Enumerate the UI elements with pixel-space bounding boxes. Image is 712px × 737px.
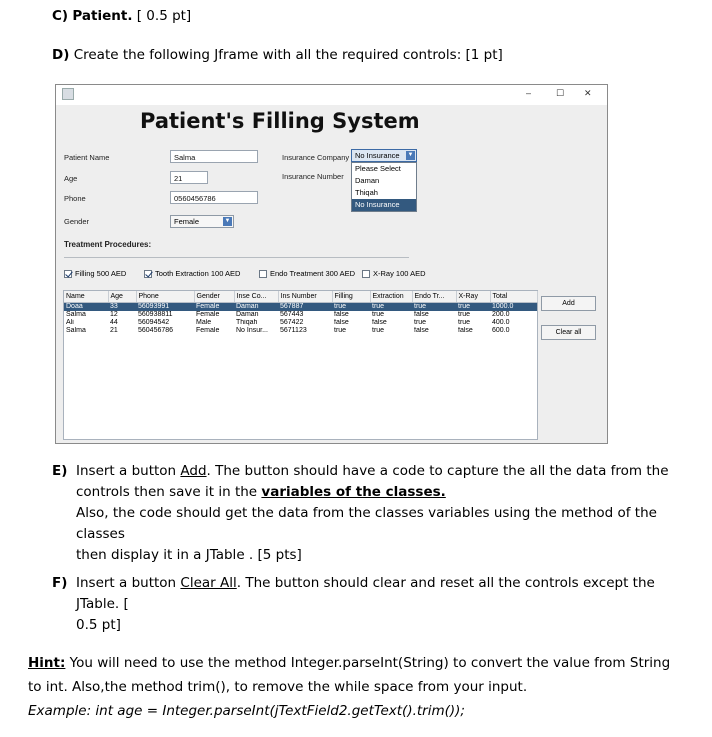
section-f-text: 0.5 pt] xyxy=(76,617,121,633)
age-label: Age xyxy=(64,174,78,183)
section-e-text: . The button should have a code to capture the all the data from the xyxy=(206,463,669,479)
checkbox-checked-icon xyxy=(64,270,72,278)
table-cell: 56094542 xyxy=(138,319,170,326)
table-cell: 56093991 xyxy=(136,303,194,312)
clear-all-button[interactable]: Clear all xyxy=(541,325,596,340)
hint-text: You will need to use the method Integer.parseInt(String) to convert the value from String xyxy=(65,655,671,671)
chevron-down-icon: ▼ xyxy=(224,218,231,224)
column-header[interactable]: Endo Tr... xyxy=(412,291,456,303)
column-header[interactable]: Filling xyxy=(332,291,370,303)
table-cell: 5671123 xyxy=(280,327,307,334)
section-c-name: Patient. xyxy=(72,8,133,24)
table-cell: Salma xyxy=(66,327,86,334)
section-e-letter: E) xyxy=(52,463,68,479)
insurance-option[interactable]: Thiqah xyxy=(355,188,378,197)
patients-table[interactable] xyxy=(63,290,538,440)
insurance-option-selected[interactable]: No Insurance xyxy=(352,199,416,211)
table-cell: 567887 xyxy=(278,303,332,312)
section-d-heading xyxy=(52,45,503,66)
table-cell: true xyxy=(412,303,456,312)
column-header[interactable]: Extraction xyxy=(370,291,412,303)
table-cell: 560456786 xyxy=(138,327,174,334)
table-cell: 567443 xyxy=(280,311,304,318)
add-button[interactable]: Add xyxy=(541,296,596,311)
table-row[interactable] xyxy=(64,319,537,327)
table-cell: Thiqah xyxy=(236,319,258,326)
gender-select-value: Female xyxy=(174,217,200,226)
section-e-text: Insert a button xyxy=(76,463,181,479)
table-cell: Female xyxy=(194,303,234,312)
section-d-text: Create the following Jframe with all the required controls: [1 pt] xyxy=(73,47,503,63)
table-cell: Salma xyxy=(66,311,86,318)
treatment-procedures-heading: Treatment Procedures: xyxy=(64,240,152,249)
column-header[interactable]: Ins Number xyxy=(278,291,332,303)
checkbox-unchecked-icon xyxy=(362,270,370,278)
tooth-extraction-checkbox-label: Tooth Extraction 100 AED xyxy=(155,269,241,278)
chevron-down-icon: ▼ xyxy=(407,152,414,158)
checkbox-checked-icon xyxy=(144,270,152,278)
table-row[interactable] xyxy=(64,327,537,335)
column-header[interactable]: Inse Co... xyxy=(234,291,278,303)
hint-text: to int. Also,the method trim(), to remove the while space from your input. xyxy=(28,679,528,695)
filling-checkbox[interactable] xyxy=(64,269,126,278)
hint-example: Example: int age = Integer.parseInt(jTextField2.getText().trim()); xyxy=(28,703,465,719)
section-e-text: then display it in a JTable . [5 pts] xyxy=(76,547,302,563)
table-cell: 600.0 xyxy=(492,327,510,334)
table-row[interactable] xyxy=(64,303,537,312)
table-cell: false xyxy=(372,319,387,326)
table-cell: false xyxy=(458,327,473,334)
close-icon[interactable]: ✕ xyxy=(584,88,592,98)
table-header-row xyxy=(64,291,537,303)
insurance-company-label: Insurance Company xyxy=(282,153,350,162)
minimize-icon[interactable]: – xyxy=(526,88,532,98)
column-header[interactable]: Total xyxy=(490,291,537,303)
table-cell: true xyxy=(372,327,385,334)
table-cell: 560938811 xyxy=(138,311,173,318)
table-cell: 12 xyxy=(110,311,118,318)
insurance-dropdown-list xyxy=(351,162,417,212)
table-cell: false xyxy=(414,327,429,334)
gender-label: Gender xyxy=(64,217,90,226)
patient-name-input[interactable]: Salma xyxy=(170,150,258,163)
hint-block xyxy=(28,651,708,723)
table-cell: 1000.0 xyxy=(490,303,537,312)
column-header[interactable]: Name xyxy=(64,291,108,303)
checkbox-unchecked-icon xyxy=(259,270,267,278)
table-cell: false xyxy=(414,311,429,318)
table-cell: 44 xyxy=(110,319,118,326)
phone-label: Phone xyxy=(64,194,86,203)
maximize-icon[interactable]: ☐ xyxy=(556,88,565,98)
table-cell: true xyxy=(456,303,490,312)
phone-input[interactable]: 0560456786 xyxy=(170,191,258,204)
table-cell: false xyxy=(334,319,349,326)
insurance-option[interactable]: Daman xyxy=(355,176,380,185)
table-cell: true xyxy=(332,303,370,312)
section-c-heading xyxy=(52,6,191,27)
table-cell: true xyxy=(458,319,471,326)
section-c-letter: C) xyxy=(52,8,69,24)
section-f-text: Insert a button xyxy=(76,575,181,591)
endo-treatment-checkbox-label: Endo Treatment 300 AED xyxy=(270,269,356,278)
xray-checkbox-label: X-Ray 100 AED xyxy=(373,269,426,278)
section-e-add-link: Add xyxy=(180,463,207,479)
column-header[interactable]: Gender xyxy=(194,291,234,303)
section-f-text: . The button should clear and reset all the controls except the JTable. [ xyxy=(76,575,655,612)
java-app-icon xyxy=(62,88,74,100)
filling-checkbox-label: Filling 500 AED xyxy=(75,269,127,278)
table-cell: Doaa xyxy=(64,303,108,312)
section-d-letter: D) xyxy=(52,47,70,63)
frame-title: Patient's Filling System xyxy=(140,109,420,133)
patient-name-label: Patient Name xyxy=(64,153,110,162)
section-e-emphasis: variables of the classes. xyxy=(261,484,446,500)
table-cell: 33 xyxy=(108,303,136,312)
column-header[interactable]: X-Ray xyxy=(456,291,490,303)
table-cell: 21 xyxy=(110,327,118,334)
insurance-company-select-value: No Insurance xyxy=(355,151,400,160)
xray-checkbox[interactable] xyxy=(362,269,426,278)
section-c-points: [ 0.5 pt] xyxy=(136,8,192,24)
column-header[interactable]: Phone xyxy=(136,291,194,303)
insurance-company-select[interactable] xyxy=(351,149,417,162)
section-f-clear-all-link: Clear All xyxy=(180,575,237,591)
window-titlebar xyxy=(56,85,607,105)
section-e xyxy=(52,461,702,566)
table-cell: Male xyxy=(196,319,212,326)
table-cell: false xyxy=(334,311,349,318)
age-input[interactable]: 21 xyxy=(170,171,208,184)
table-row[interactable] xyxy=(64,311,537,319)
tooth-extraction-checkbox[interactable] xyxy=(144,269,240,278)
endo-treatment-checkbox[interactable] xyxy=(259,269,355,278)
table-cell: Ali xyxy=(66,319,74,326)
table-cell: 400.0 xyxy=(492,319,510,326)
hint-label: Hint: xyxy=(28,655,66,671)
table-cell: true xyxy=(334,327,347,334)
table-cell: No Insur... xyxy=(236,327,268,334)
column-header[interactable]: Age xyxy=(108,291,136,303)
table-cell: Daman xyxy=(236,311,259,318)
insurance-number-label: Insurance Number xyxy=(282,172,344,181)
table-cell: true xyxy=(414,319,427,326)
table-cell: 567422 xyxy=(280,319,304,326)
table-cell: 200.0 xyxy=(492,311,510,318)
gender-select[interactable] xyxy=(170,215,234,228)
section-f xyxy=(52,573,702,636)
section-f-letter: F) xyxy=(52,575,68,591)
table-cell: true xyxy=(370,303,412,312)
section-e-text: controls then save it in the xyxy=(76,484,262,500)
table-cell: Female xyxy=(196,327,220,334)
table-cell: true xyxy=(372,311,385,318)
separator xyxy=(64,257,409,258)
section-e-text: Also, the code should get the data from the classes variables using the method of the classes xyxy=(76,505,657,542)
jframe-window xyxy=(55,84,608,444)
insurance-option[interactable]: Please Select xyxy=(355,164,401,173)
table-cell: true xyxy=(458,311,471,318)
table-cell: Daman xyxy=(234,303,278,312)
table-cell: Female xyxy=(196,311,220,318)
